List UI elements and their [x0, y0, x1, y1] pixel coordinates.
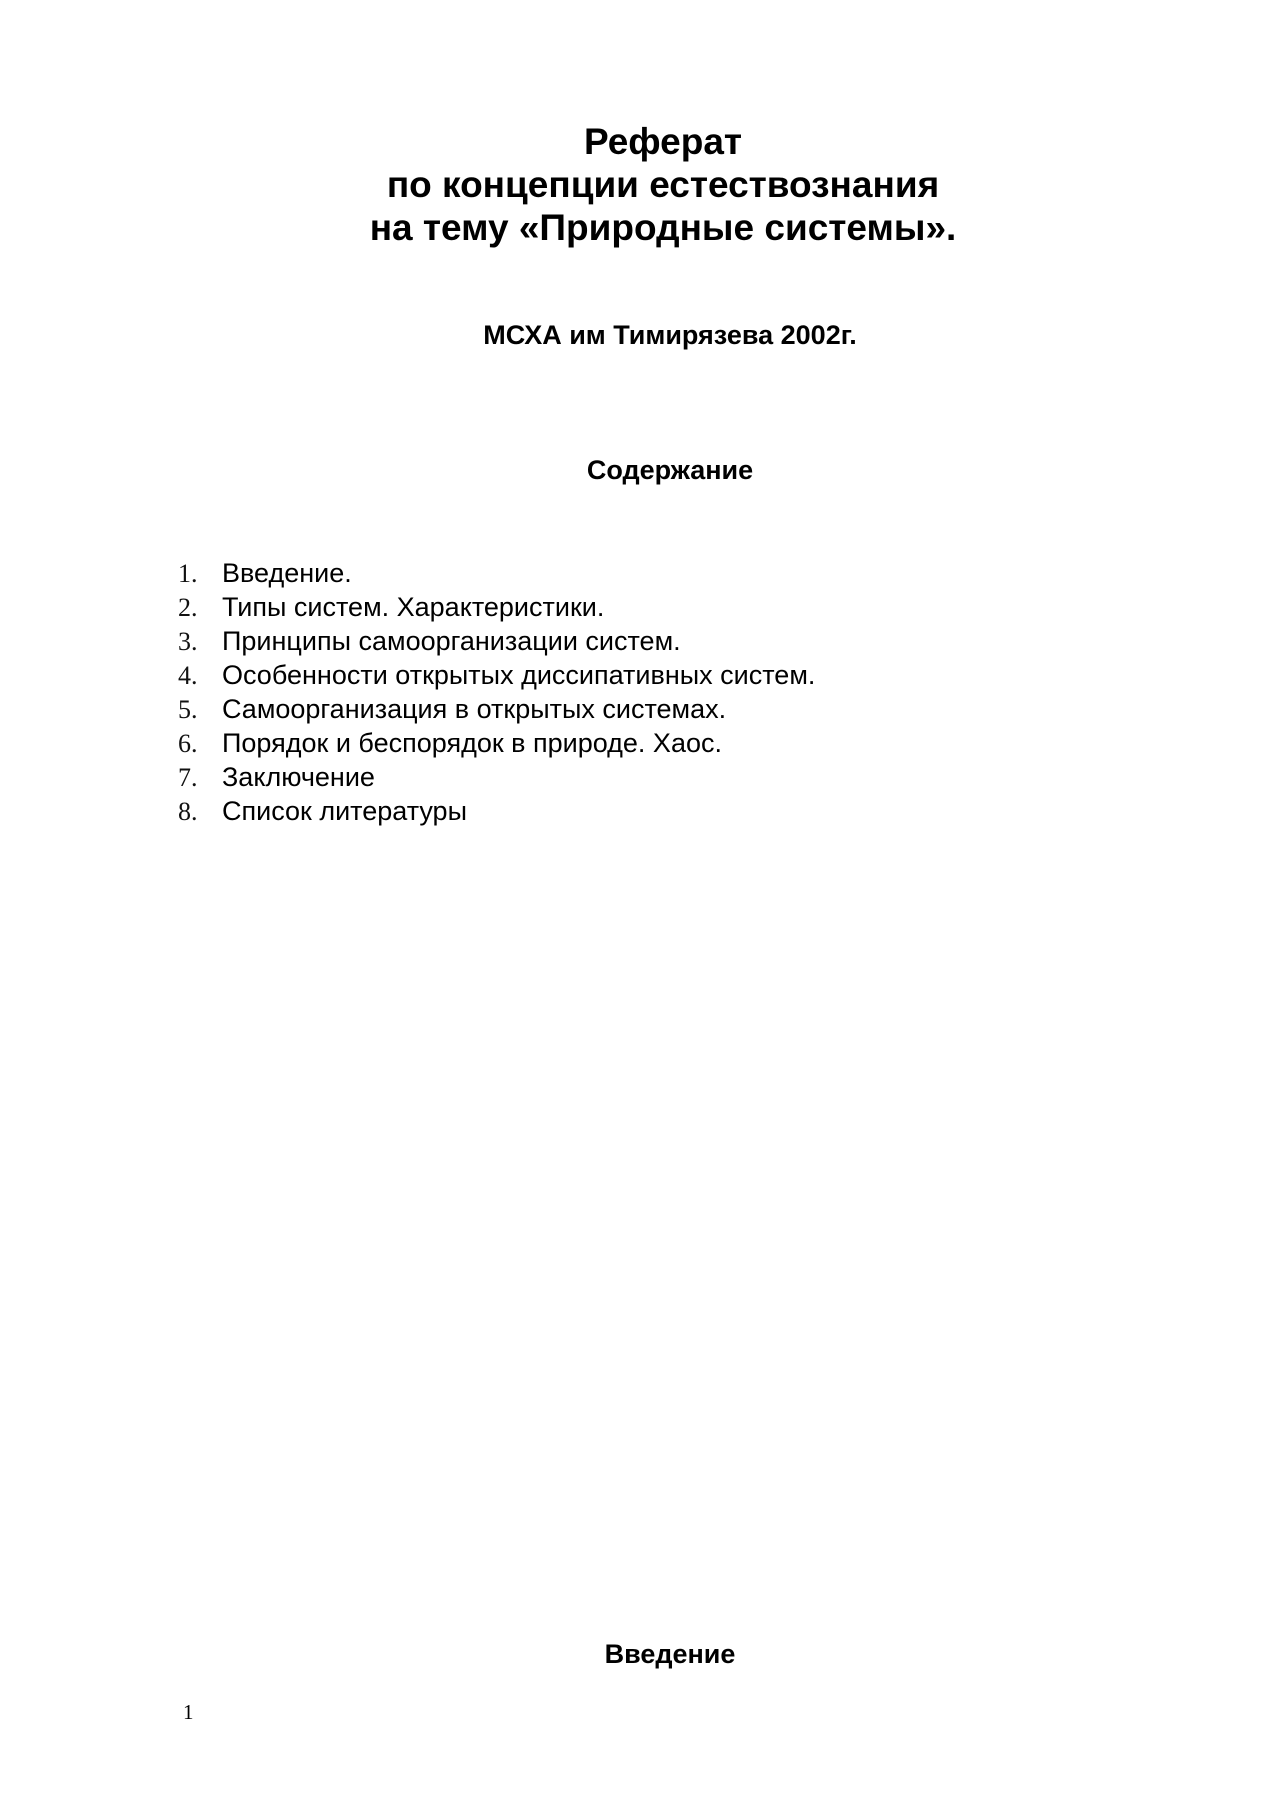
toc-item-number: 5. [178, 695, 198, 724]
toc-item-number: 6. [178, 729, 198, 758]
toc-item-text: Принципы самоорганизации систем. [222, 626, 681, 656]
toc-item [178, 794, 815, 828]
document-title [0, 120, 1280, 249]
table-of-contents [178, 556, 815, 828]
title-line: Реферат [583, 121, 743, 162]
toc-item-number: 1. [178, 559, 198, 588]
toc-item-text: Особенности открытых диссипативных систем. [222, 660, 816, 690]
toc-item-text: Список литературы [222, 796, 467, 826]
toc-item [178, 590, 815, 624]
toc-item-number: 2. [178, 593, 198, 622]
toc-item-number: 3. [178, 627, 198, 656]
toc-item [178, 760, 815, 794]
toc-item-text: Самоорганизация в открытых системах. [222, 694, 727, 724]
organization-line: МСХА им Тимирязева 2002г. [483, 320, 857, 350]
toc-item-number: 4. [178, 661, 198, 690]
toc-item-text: Типы систем. Характеристики. [222, 592, 605, 622]
title-line: на тему «Природные системы». [369, 207, 957, 248]
toc-item-text: Введение. [222, 558, 352, 588]
section-heading: Введение [604, 1639, 736, 1669]
toc-item [178, 658, 815, 692]
toc-item-text: Заключение [222, 762, 375, 792]
toc-item-number: 8. [178, 797, 198, 826]
toc-item-number: 7. [178, 763, 198, 792]
toc-item [178, 556, 815, 590]
page-number: 1 [183, 1700, 194, 1724]
toc-item-text: Порядок и беспорядок в природе. Хаос. [222, 728, 722, 758]
toc-item [178, 624, 815, 658]
toc-item [178, 692, 815, 726]
title-line: по концепции естествознания [386, 164, 940, 205]
toc-heading: Содержание [586, 455, 754, 485]
toc-item [178, 726, 815, 760]
